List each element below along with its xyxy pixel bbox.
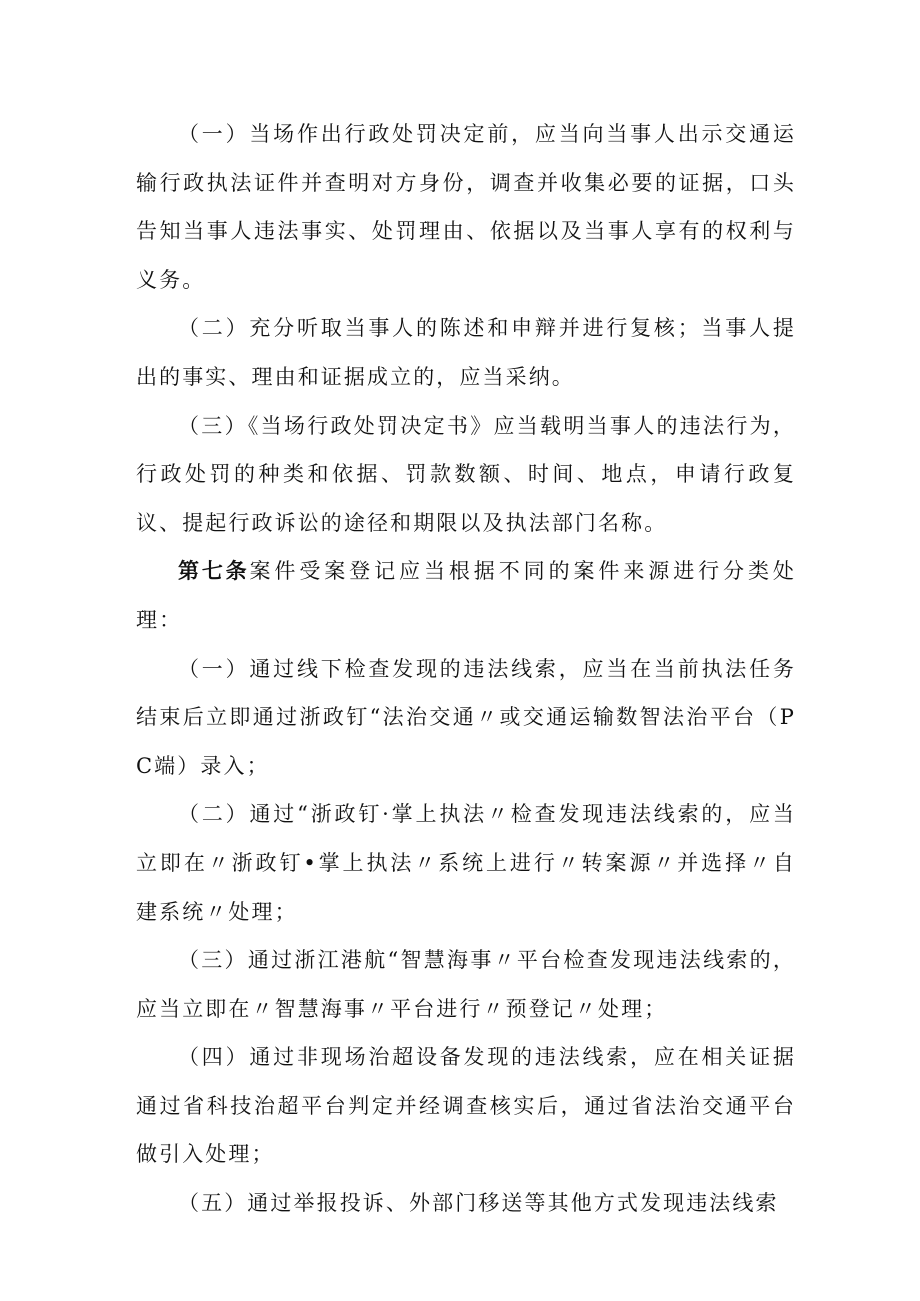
article-heading: 第七条	[178, 558, 250, 584]
paragraph-6: （二）通过“浙政钉·掌上执法〃检查发现违法线索的，应当立即在〃浙政钉•掌上执法〃系统上进行〃转案源〃并选择〃自建系统〃处理；	[136, 802, 796, 924]
paragraph-5: （一）通过线下检查发现的违法线索，应当在当前执法任务结束后立即通过浙政钉“法治交通〃或交通运输数智法治平台（PC端）录入；	[136, 656, 796, 778]
paragraph-8: （四）通过非现场治超设备发现的违法线索，应在相关证据通过省科技治超平台判定并经调查核实后，通过省法治交通平台做引入处理；	[136, 1045, 796, 1167]
article-7-text: 案件受案登记应当根据不同的案件来源进行分类处理：	[136, 559, 797, 632]
article-7-paragraph	[136, 547, 796, 644]
paragraph-3: （三）《当场行政处罚决定书》应当载明当事人的违法行为，行政处罚的种类和依据、罚款数额、时间、地点，申请行政复议、提起行政诉讼的途径和期限以及执法部门名称。	[136, 413, 796, 535]
document-body	[136, 110, 796, 1228]
paragraph-7: （三）通过浙江港航“智慧海事〃平台检查发现违法线索的，应当立即在〃智慧海事〃平台进行〃预登记〃处理；	[136, 948, 796, 1021]
paragraph-2: （二）充分听取当事人的陈述和申辩并进行复核；当事人提出的事实、理由和证据成立的，应当采纳。	[136, 316, 796, 389]
paragraph-1: （一）当场作出行政处罚决定前，应当向当事人出示交通运输行政执法证件并查明对方身份，调查并收集必要的证据，口头告知当事人违法事实、处罚理由、依据以及当事人享有的权利与义务。	[136, 122, 796, 292]
paragraph-9: （五）通过举报投诉、外部门移送等其他方式发现违法线索	[178, 1191, 779, 1216]
